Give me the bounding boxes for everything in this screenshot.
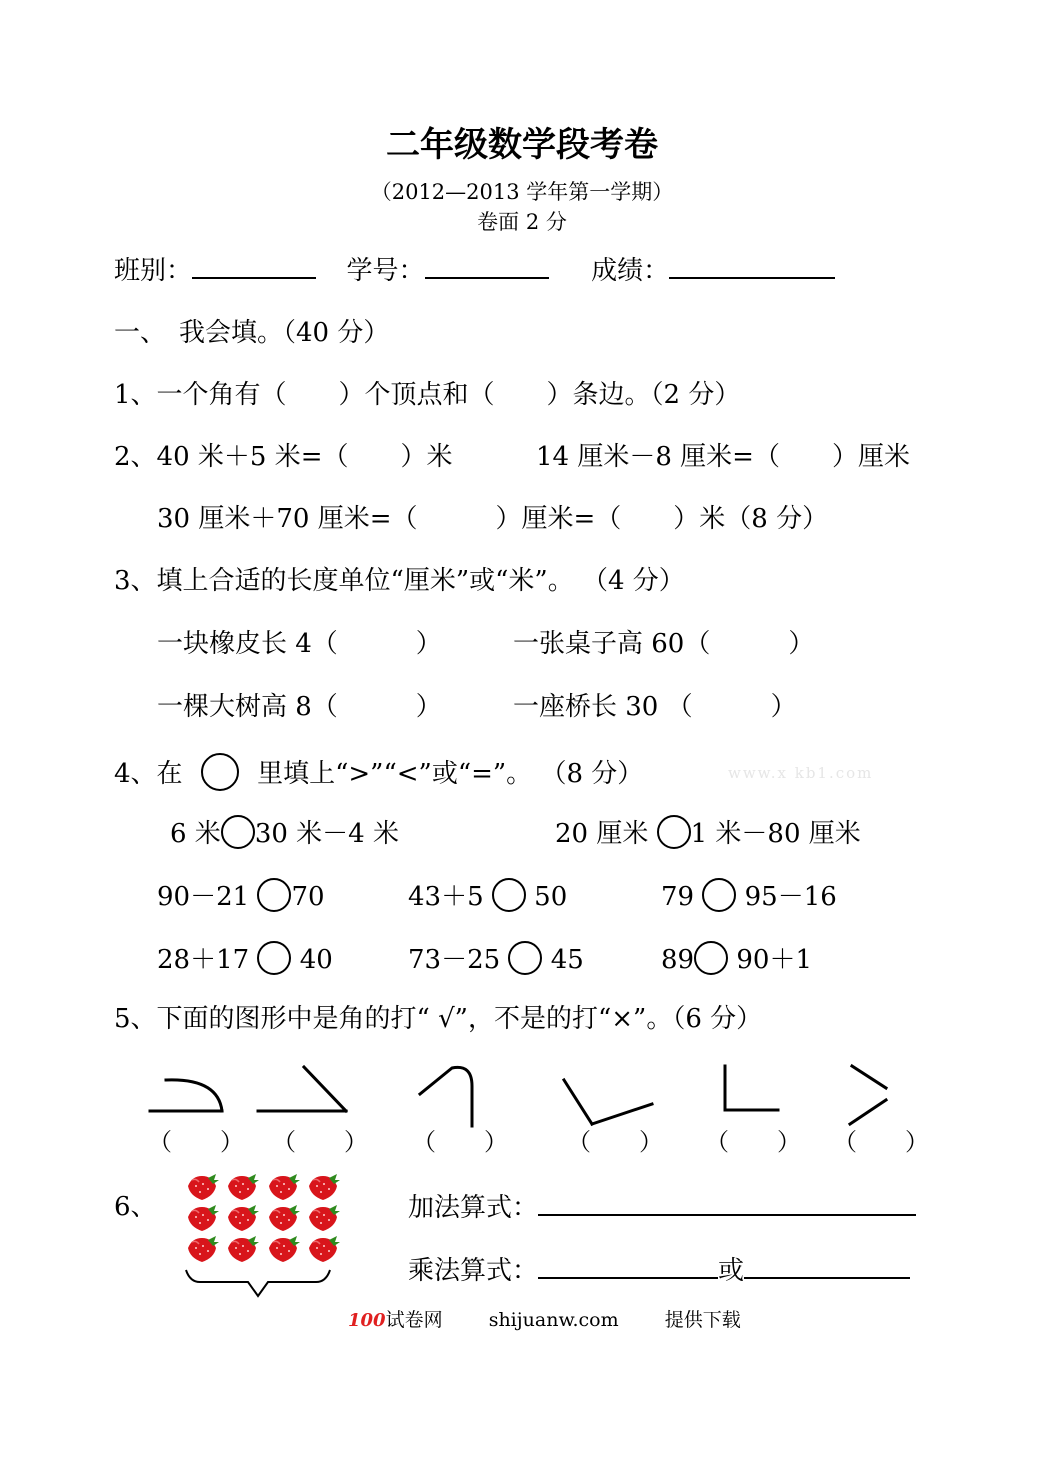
compare-r2a (157, 881, 325, 915)
compare-right: 95－16 (744, 882, 837, 912)
score-label: 成绩： (591, 256, 670, 286)
question-3-item-d: 一座桥长 30 （ ） (513, 692, 797, 722)
compare-right: 70 (291, 882, 325, 912)
question-5-prompt: 5、下面的图形中是角的打“ √”，不是的打“×”。（6 分） (114, 1004, 763, 1034)
question-3-item-c: 一棵大树高 8（ ） (157, 692, 442, 722)
compare-left: 6 米 (170, 819, 221, 849)
figure-2-angle-icon (258, 1067, 346, 1111)
compare-left: 43＋5 (408, 882, 484, 912)
answer-slot-4[interactable]: （ ） (567, 1128, 663, 1156)
compare-circle[interactable] (694, 941, 728, 975)
circle-icon (201, 753, 239, 791)
answer-slot-2[interactable]: （ ） (272, 1128, 368, 1156)
q4-prompt-end: 里填上“>”“<”或“=”。 （8 分） (257, 759, 644, 789)
watermark: www.x kb1.com (728, 764, 874, 782)
compare-circle[interactable] (257, 941, 291, 975)
multiplication-blank-2[interactable] (744, 1257, 910, 1279)
answer-slot-3[interactable]: （ ） (412, 1128, 508, 1156)
addition-blank[interactable] (538, 1194, 916, 1216)
compare-circle[interactable] (221, 815, 255, 849)
term-subtitle: （2012—2013 学年第一学期） (370, 180, 674, 204)
footer-url[interactable]: shijuanw.com (488, 1309, 619, 1331)
compare-left: 89 (661, 945, 695, 975)
question-1: 1、一个角有（ ）个顶点和（ ）条边。（2 分） (114, 380, 741, 410)
question-2-part-c: 30 厘米＋70 厘米=（ ）厘米=（ ）米（8 分） (157, 504, 829, 534)
addition-label: 加法算式： (408, 1193, 539, 1223)
section-1-heading: 一、 我会填。（40 分） (114, 318, 390, 348)
compare-left: 28＋17 (157, 945, 250, 975)
number-label: 学号： (346, 256, 425, 286)
question-3-item-b: 一张桌子高 60（ ） (513, 629, 815, 659)
info-row (114, 257, 835, 284)
addition-row (408, 1194, 916, 1221)
figure-6-open-angle-icon (850, 1066, 886, 1124)
multiplication-blank-1[interactable] (538, 1257, 718, 1279)
figure-1-arc-icon (150, 1080, 222, 1111)
compare-right: 30 米－4 米 (254, 819, 399, 849)
compare-r3b (408, 944, 584, 978)
answer-slot-5[interactable]: （ ） (705, 1128, 801, 1156)
compare-circle[interactable] (657, 815, 691, 849)
compare-left: 73－25 (408, 945, 501, 975)
compare-right: 90＋1 (736, 945, 812, 975)
compare-r3c (661, 944, 812, 978)
compare-circle[interactable] (257, 878, 291, 912)
or-label: 或 (718, 1256, 745, 1286)
footer-provide: 提供下载 (664, 1309, 741, 1331)
compare-circle[interactable] (492, 878, 526, 912)
compare-left: 79 (661, 882, 695, 912)
score-blank[interactable] (669, 257, 835, 279)
answer-slot-1[interactable]: （ ） (148, 1128, 244, 1156)
footer-site-name: 试卷网 (385, 1309, 443, 1331)
compare-right: 1 米－80 厘米 (690, 819, 861, 849)
brace-icon (186, 1270, 330, 1296)
q4-prompt-start: 4、在 (114, 759, 183, 789)
strawberry-icons (188, 1174, 340, 1262)
footer (348, 1311, 741, 1330)
question-4-prompt (114, 756, 643, 794)
answer-slot-6[interactable]: （ ） (833, 1128, 929, 1156)
figure-4-angle-icon (564, 1080, 652, 1124)
question-2-part-a: 2、40 米＋5 米=（ ）米 (114, 442, 453, 472)
neatness-note: 卷面 2 分 (477, 210, 567, 234)
compare-left: 20 厘米 (555, 819, 649, 849)
number-blank[interactable] (425, 257, 549, 279)
question-3-prompt: 3、填上合适的长度单位“厘米”或“米”。 （4 分） (114, 566, 685, 596)
question-6-number: 6、 (114, 1192, 157, 1222)
compare-r1b (555, 818, 861, 852)
compare-r2b (408, 881, 567, 915)
compare-right: 45 (550, 945, 584, 975)
figure-3-curved-angle-icon (420, 1067, 472, 1126)
figure-5-right-angle-icon (725, 1066, 778, 1110)
compare-circle[interactable] (702, 878, 736, 912)
question-3-item-a: 一块橡皮长 4（ ） (157, 629, 442, 659)
compare-right: 40 (299, 945, 333, 975)
compare-left: 90－21 (157, 882, 250, 912)
class-blank[interactable] (192, 257, 316, 279)
compare-r1a (170, 818, 399, 852)
compare-r3a (157, 944, 333, 978)
multiplication-row (408, 1257, 910, 1284)
angle-figures (0, 1050, 1044, 1140)
multiplication-label: 乘法算式： (408, 1256, 539, 1286)
question-2-part-b: 14 厘米－8 厘米=（ ）厘米 (536, 442, 910, 472)
compare-circle[interactable] (508, 941, 542, 975)
footer-logo: 100 (348, 1310, 386, 1331)
strawberry-grid (180, 1170, 345, 1305)
compare-r2c (661, 881, 837, 915)
page-title: 二年级数学段考卷 (386, 125, 658, 165)
class-label: 班别： (114, 256, 193, 286)
compare-right: 50 (534, 882, 568, 912)
